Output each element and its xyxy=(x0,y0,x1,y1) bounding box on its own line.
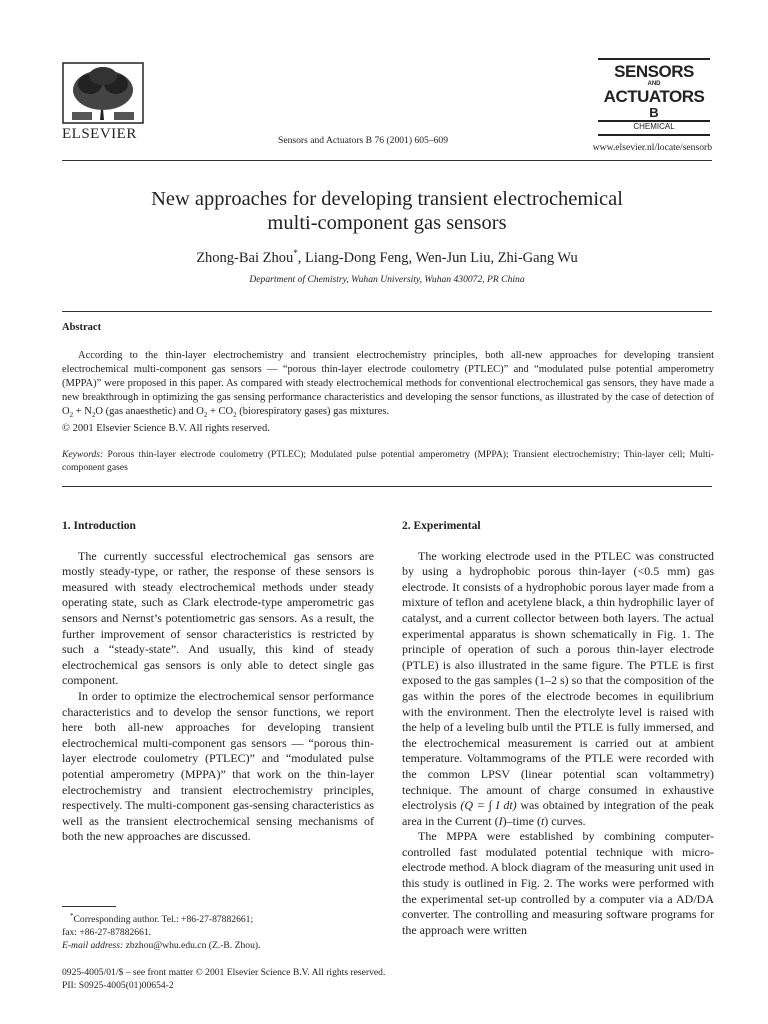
journal-logo xyxy=(598,58,710,136)
footnote-rule xyxy=(62,906,116,907)
keywords xyxy=(62,448,714,474)
experimental-section xyxy=(402,519,714,938)
corresponding-author-footnote: *Corresponding author. Tel.: +86-27-87882661; fax: +86-27-87882661. E-mail address: zbzhou@whu.edu.cn (Z.-B. Zhou). xyxy=(62,912,261,952)
journal-logo-line4: B xyxy=(649,105,659,120)
first-author: Zhong-Bai Zhou xyxy=(196,249,294,266)
author-list xyxy=(62,248,712,267)
corresponding-mark: * xyxy=(293,248,298,258)
elsevier-tree-icon xyxy=(62,62,144,124)
journal-citation: Sensors and Actuators B 76 (2001) 605–609 xyxy=(278,135,449,146)
experimental-paragraph: The MPPA were established by combining computer-controlled fast modulated potential technique with micro-electrode method. A block diagram of the measuring unit used in this study is outlined in Fig. 2. The works were performed with the experimental set-up controlled by a computer via a AD/DA converter. The controlling and measuring software programs for the approach were written xyxy=(402,829,714,937)
abstract-copyright: © 2001 Elsevier Science B.V. All rights reserved. xyxy=(62,423,270,435)
intro-paragraph: The currently successful electrochemical gas sensors are mostly steady-type, or rather, the response of these sensors is measured with steady electrochemical methods under steady operating state, such as Clark electrode-type amperometric gas sensors and Nernst’s potentiometric gas sensors. As a result, the further improvement of sensor characteristics is restricted by such a “steady-state”. And usually, this kind of steady electrochemical gas sensors is only able to detect single gas component. xyxy=(62,548,374,688)
title-line-2: multi-component gas sensors xyxy=(267,212,507,234)
charge-formula: (Q = ∫ I dt) xyxy=(460,798,517,813)
intro-paragraph: In order to optimize the electrochemical sensor performance characteristics and to develop the sensor functions, we report here both all-new approaches for developing transient electrochemical multi-component gas sensors — “porous thin-layer electrode coulometry (PTLEC)” and “modulated pulse potential amperometry (MPPA)” that work on the thin-layer electrochemistry and transient electrochemistry principles, respectively. The multi-component gas-sensing characteristics as well as the transient electrochemical sensing mechanisms of both the new approaches are discussed. xyxy=(62,688,374,844)
journal-url-link[interactable]: www.elsevier.nl/locate/sensorb xyxy=(592,142,712,153)
keywords-label: Keywords: xyxy=(62,449,104,460)
author-email: zbzhou@whu.edu.cn (Z.-B. Zhou). xyxy=(123,940,261,952)
keywords-list: Porous thin-layer electrode coulometry (PTLEC); Modulated pulse potential amperometry (MPPA); Transient electrochemistry; Thin-layer cell; Multi-component gases xyxy=(62,449,714,473)
page-footer xyxy=(62,966,714,992)
affiliation: Department of Chemistry, Wuhan University, Wuhan 430072, PR China xyxy=(249,274,525,285)
journal-logo-line1: SENSORS xyxy=(614,62,694,81)
front-matter-line: 0925-4005/01/$ – see front matter © 2001 Elsevier Science B.V. All rights reserved. xyxy=(62,967,386,978)
keywords-rule xyxy=(62,486,712,487)
abstract-rule xyxy=(62,311,712,312)
experimental-paragraph: The working electrode used in the PTLEC was constructed by using a hydrophobic porous thin-layer (<0.5 mm) gas electrode. It consists of a hydrophobic porous layer made from a mixture of teflon and acetylene black, a thin hydrophilic layer of catalyst, and a current collector between both layers. The actual experimental apparatus is shown schematically in Fig. 1. The principle of operation of such a porous thin-layer electrode (PTLE) is also illustrated in the same figure. The PTLE is first exposed to the gas samples (1–2 s) so that the composition of the gas within the pores of the electrode becomes in equilibrium with the environment. Then the electrolyte level is raised with the help of a leveling bulb until the PTLE is fully immersed, and the electrochemical measurement is carried out at ambient temperature. Voltammograms of the PTLE were recorded with the common LPSV (linear potential scan voltammetry) technique. The amount of charge consumed in exhaustive electrolysis (Q = ∫ I dt) was obtained by integration of the peak area in the Current (I)–time (t) curves. xyxy=(402,548,714,828)
journal-logo-line2: AND xyxy=(647,81,661,87)
introduction-section xyxy=(62,519,374,845)
journal-logo-line5: CHEMICAL xyxy=(633,122,675,131)
title-line-1: New approaches for developing transient electrochemical xyxy=(151,188,623,210)
introduction-heading: 1. Introduction xyxy=(62,520,136,532)
journal-logo-line3: ACTUATORS xyxy=(603,87,705,106)
article-title xyxy=(62,187,712,235)
abstract-heading: Abstract xyxy=(62,322,102,333)
experimental-heading: 2. Experimental xyxy=(402,520,481,532)
header-rule xyxy=(62,160,712,161)
other-authors: , Liang-Dong Feng, Wen-Jun Liu, Zhi-Gang Wu xyxy=(297,249,578,266)
abstract-body: According to the thin-layer electrochemistry and transient electrochemistry principles, both all-new approaches for developing transient electrochemical multi-component gas sensors — “porous thin-layer electrode coulometry (PTLEC)” and “modulated pulse potential amperometry (MPPA)” were proposed in this paper. As compared with steady electrochemical methods for conventional electrochemical gas sensors, they have made a new breakthrough in optimizing the gas sensing performance characteristics and developing the sensor functions, as illustrated by the case of detection of $O_2 + N_2O$ (gas anaesthetic) and $O_2 + CO_2$ (biorespiratory gases) gas mixtures. © 2001 Elsevier Science B.V. All rights reserved. xyxy=(62,350,714,435)
elsevier-logo xyxy=(62,62,148,143)
pii-line: PII: S0925-4005(01)00654-2 xyxy=(62,980,174,991)
publisher-name: ELSEVIER xyxy=(62,126,137,142)
